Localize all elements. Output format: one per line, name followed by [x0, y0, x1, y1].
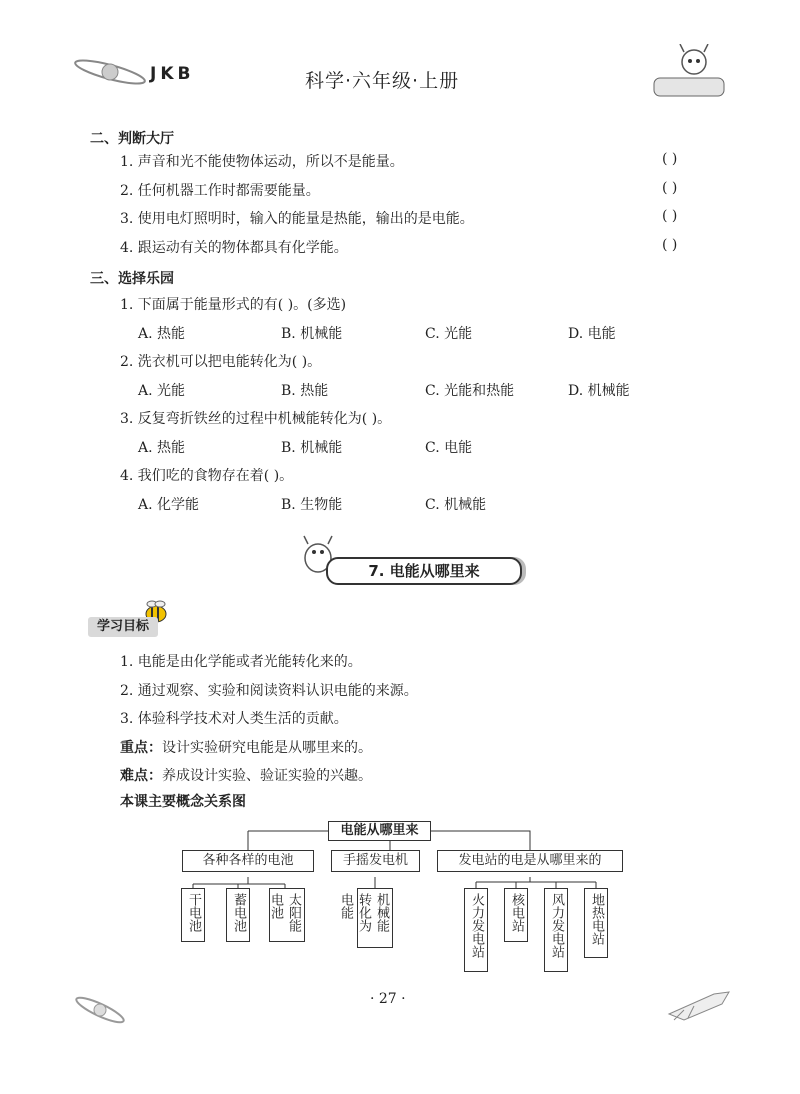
concept-leaf-box: 干电池 — [181, 888, 205, 942]
concept-leaf-box: 太阳能电池 — [269, 888, 305, 942]
choice-option[interactable]: D. 机械能 — [568, 383, 630, 399]
goal-item: 1. 电能是由化学能或者光能转化来的。 — [120, 654, 362, 670]
goal-item: 2. 通过观察、实验和阅读资料认识电能的来源。 — [120, 683, 418, 699]
choice-option[interactable]: B. 热能 — [281, 383, 329, 399]
concept-leaf-box: 地热电站 — [584, 888, 608, 958]
choice-option[interactable]: D. 电能 — [568, 326, 616, 342]
concept-leaf-box: 机械能转化为电能 — [357, 888, 393, 948]
concept-branch-box: 发电站的电是从哪里来的 — [437, 850, 623, 872]
answer-paren[interactable]: ( ) — [662, 208, 678, 224]
concept-root-box: 电能从哪里来 — [328, 821, 431, 841]
lesson-title: 7. 电能从哪里来 — [368, 562, 480, 580]
difficulty-text: 养成设计实验、验证实验的兴趣。 — [162, 768, 372, 784]
difficulty-label: 难点： — [120, 768, 162, 784]
choice-question: 4. 我们吃的食物存在着( )。 — [120, 468, 294, 484]
goal-item: 3. 体验科学技术对人类生活的贡献。 — [120, 711, 348, 727]
rocket-decoration — [664, 984, 734, 1024]
concept-branch-box: 各种各样的电池 — [182, 850, 314, 872]
choice-question: 3. 反复弯折铁丝的过程中机械能转化为( )。 — [120, 411, 392, 427]
section-judge-title: 二、判断大厅 — [90, 131, 174, 147]
concept-map-title: 本课主要概念关系图 — [120, 794, 246, 810]
choice-question: 2. 洗衣机可以把电能转化为( )。 — [120, 354, 322, 370]
concept-leaf-box: 蓄电池 — [226, 888, 250, 942]
answer-paren[interactable]: ( ) — [662, 237, 678, 253]
answer-paren[interactable]: ( ) — [662, 151, 678, 167]
answer-paren[interactable]: ( ) — [662, 180, 678, 196]
page-number: · 27 · — [370, 991, 406, 1007]
choice-option[interactable]: C. 光能和热能 — [425, 383, 515, 399]
concept-leaf-box: 核电站 — [504, 888, 528, 942]
page-header-title: 科学·六年级·上册 — [305, 70, 460, 92]
planet-footer-decoration — [70, 990, 130, 1030]
choice-question: 1. 下面属于能量形式的有( )。(多选) — [120, 297, 347, 313]
choice-option[interactable]: C. 机械能 — [425, 497, 487, 513]
concept-leaf-box: 火力发电站 — [464, 888, 488, 972]
choice-option[interactable]: A. 热能 — [138, 326, 186, 342]
concept-branch-box: 手摇发电机 — [331, 850, 420, 872]
choice-option[interactable]: B. 生物能 — [281, 497, 343, 513]
logo-text: JKB — [150, 64, 195, 84]
choice-option[interactable]: B. 机械能 — [281, 326, 343, 342]
choice-option[interactable]: C. 光能 — [425, 326, 473, 342]
learning-goals-badge: 学习目标 — [88, 617, 158, 637]
judge-question: 4. 跟运动有关的物体都具有化学能。 — [120, 240, 348, 256]
choice-option[interactable]: C. 电能 — [425, 440, 473, 456]
judge-question: 3. 使用电灯照明时，输入的能量是热能，输出的是电能。 — [120, 211, 474, 227]
choice-option[interactable]: B. 机械能 — [281, 440, 343, 456]
choice-option[interactable]: A. 光能 — [138, 383, 186, 399]
concept-leaf-box: 风力发电站 — [544, 888, 568, 972]
section-choice-title: 三、选择乐园 — [90, 271, 174, 287]
judge-question: 1. 声音和光不能使物体运动，所以不是能量。 — [120, 154, 404, 170]
key-point-label: 重点： — [120, 740, 162, 756]
judge-question: 2. 任何机器工作时都需要能量。 — [120, 183, 320, 199]
choice-option[interactable]: A. 热能 — [138, 440, 186, 456]
choice-option[interactable]: A. 化学能 — [138, 497, 200, 513]
key-point-text: 设计实验研究电能是从哪里来的。 — [162, 740, 372, 756]
